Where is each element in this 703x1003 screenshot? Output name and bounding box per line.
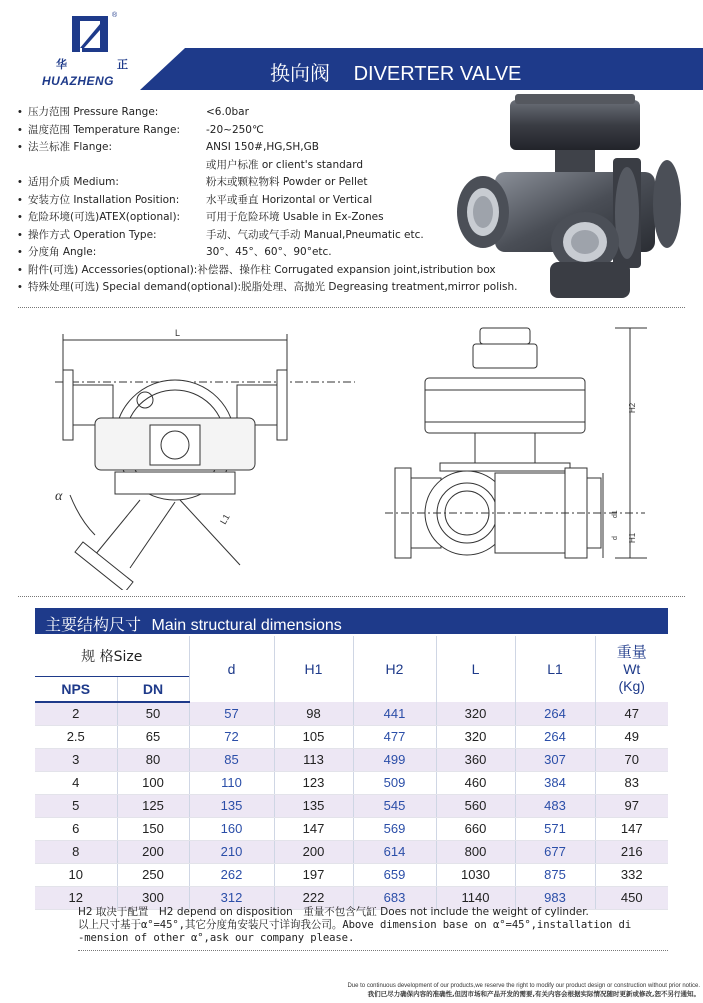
spec-value: 30°、45°、60°、90°etc.: [206, 246, 332, 258]
table-cell: 659: [353, 863, 436, 886]
table-cell: 6: [35, 817, 117, 840]
table-cell: 677: [515, 840, 595, 863]
table-cell: 499: [353, 748, 436, 771]
spec-value: 手动、气动或气手动 Manual,Pneumatic etc.: [206, 228, 424, 241]
col-header-dn: DN: [117, 676, 189, 702]
table-row: [35, 702, 668, 725]
weight-header-en: Wt: [623, 660, 641, 677]
dim-label-L: L: [175, 328, 181, 338]
table-cell: 450: [595, 886, 668, 909]
table-cell: 332: [595, 863, 668, 886]
footer-en: Due to continuous development of our products,we reserve the right to modify our product design or construction without prior notice.: [347, 983, 700, 989]
bullet: •: [18, 211, 22, 223]
spec-label: 法兰标准 Flange:: [28, 141, 113, 153]
spec-label: 分度角 Angle:: [28, 246, 97, 258]
spec-value: ANSI 150#,HG,SH,GB: [206, 141, 319, 153]
col-header-h1: H1: [274, 636, 353, 702]
table-row: [35, 771, 668, 794]
brand-logo: [40, 14, 140, 90]
spec-value: 补偿器、操作柱 Corrugated expansion joint,istribution box: [197, 263, 496, 276]
section-divider: [18, 307, 685, 308]
table-notes: [78, 906, 678, 945]
spec-label: 特殊处理(可选) Special demand(optional):: [28, 281, 242, 293]
table-cell: 200: [274, 840, 353, 863]
table-cell: 8: [35, 840, 117, 863]
table-cell: 210: [189, 840, 274, 863]
table-cell: 123: [274, 771, 353, 794]
table-cell: 307: [515, 748, 595, 771]
table-cell: 110: [189, 771, 274, 794]
spec-value: -20~250℃: [206, 123, 264, 136]
table-cell: 10: [35, 863, 117, 886]
table-cell: 147: [595, 817, 668, 840]
table-cell: 320: [436, 702, 515, 725]
note-line-2: 以上尺寸基于α°=45°,其它分度角安装尺寸详询我公司。Above dimension base on α°=45°,installation di: [78, 919, 632, 931]
table-cell: 660: [436, 817, 515, 840]
side-view-drawing: [385, 318, 655, 590]
brand-cn-left: 华: [56, 58, 67, 71]
note-line-3: -mension of other α°,ask our company please.: [78, 932, 355, 944]
table-cell: 460: [436, 771, 515, 794]
spec-label: 压力范围 Pressure Range:: [28, 106, 159, 118]
table-cell: 160: [189, 817, 274, 840]
table-cell: 614: [353, 840, 436, 863]
table-cell: 85: [189, 748, 274, 771]
table-cell: 216: [595, 840, 668, 863]
col-header-h2: H2: [353, 636, 436, 702]
spec-label: 附件(可选) Accessories(optional):: [28, 263, 198, 276]
dim-label-d1: d1: [612, 510, 619, 518]
bullet: •: [18, 106, 22, 118]
dim-label-d: d: [612, 536, 619, 540]
table-cell: 545: [353, 794, 436, 817]
brand-cn-right: 正: [117, 58, 128, 71]
table-cell: 65: [117, 725, 189, 748]
table-cell: 250: [117, 863, 189, 886]
table-cell: 3: [35, 748, 117, 771]
spec-value: 粉末或颗粒物料 Powder or Pellet: [206, 176, 368, 188]
table-cell: 560: [436, 794, 515, 817]
footer-cn: 我们已尽力确保内容的准确性,但因市场和产品开发的需要,有关内容会根据实际情况随时更新或修改,恕不另行通知。: [367, 990, 700, 998]
col-header-l: L: [436, 636, 515, 702]
table-cell: 4: [35, 771, 117, 794]
table-cell: 49: [595, 725, 668, 748]
bullet: •: [18, 193, 22, 206]
table-cell: 262: [189, 863, 274, 886]
table-cell: 12: [35, 886, 117, 909]
table-cell: 98: [274, 702, 353, 725]
brand-name-cn: [52, 56, 132, 72]
table-cell: 80: [117, 748, 189, 771]
table-cell: 100: [117, 771, 189, 794]
spec-value: 脱脂处理、高抛光 Degreasing treatment,mirror polish.: [241, 281, 518, 293]
spec-label: 温度范围 Temperature Range:: [28, 123, 181, 136]
table-cell: 509: [353, 771, 436, 794]
table-title-en: Main structural dimensions: [151, 617, 342, 634]
table-cell: 264: [515, 725, 595, 748]
table-cell: 360: [436, 748, 515, 771]
col-header-nps: NPS: [35, 676, 117, 702]
title-en: DIVERTER VALVE: [353, 63, 522, 85]
notes-divider: [78, 950, 668, 951]
table-cell: 2: [35, 702, 117, 725]
col-header-weight: [595, 636, 668, 702]
table-row: [35, 794, 668, 817]
table-cell: 483: [515, 794, 595, 817]
table-cell: 384: [515, 771, 595, 794]
table-cell: 135: [189, 794, 274, 817]
table-cell: 441: [353, 702, 436, 725]
spec-value: <6.0bar: [206, 106, 249, 118]
dim-label-H1: H1: [628, 532, 637, 543]
table-cell: 320: [436, 725, 515, 748]
top-view-drawing: [55, 320, 355, 590]
dimensions-table: [35, 636, 668, 910]
bullet: •: [18, 263, 22, 276]
table-cell: 300: [117, 886, 189, 909]
table-row: [35, 840, 668, 863]
table-row: [35, 725, 668, 748]
section-divider: [18, 596, 685, 597]
table-cell: 1030: [436, 863, 515, 886]
table-cell: 5: [35, 794, 117, 817]
table-cell: 50: [117, 702, 189, 725]
table-cell: 150: [117, 817, 189, 840]
spec-label: 适用介质 Medium:: [28, 176, 119, 188]
table-cell: 477: [353, 725, 436, 748]
table-cell: 800: [436, 840, 515, 863]
table-cell: 125: [117, 794, 189, 817]
weight-header-unit: (Kg): [618, 677, 645, 694]
spec-label: 安装方位 Installation Position:: [28, 193, 180, 206]
table-title-cn: 主要结构尺寸: [45, 615, 142, 634]
table-cell: 147: [274, 817, 353, 840]
table-cell: 2.5: [35, 725, 117, 748]
spec-label: 危险环境(可选)ATEX(optional):: [28, 211, 181, 223]
table-title: [35, 608, 668, 634]
page-title: [270, 57, 521, 86]
table-cell: 200: [117, 840, 189, 863]
bullet: •: [18, 123, 22, 136]
spec-value: 或用户标准 or client's standard: [206, 158, 364, 171]
spec-label: 操作方式 Operation Type:: [28, 228, 157, 241]
col-header-l1: L1: [515, 636, 595, 702]
dim-label-L1: L1: [218, 512, 232, 526]
footer: [200, 982, 700, 998]
col-header-d: d: [189, 636, 274, 702]
table-cell: 57: [189, 702, 274, 725]
table-cell: 197: [274, 863, 353, 886]
table-cell: 983: [515, 886, 595, 909]
table-cell: 70: [595, 748, 668, 771]
dim-label-H2: H2: [628, 402, 637, 413]
table-row: [35, 817, 668, 840]
bullet: •: [18, 228, 22, 241]
bullet: •: [18, 281, 22, 293]
valve-product-image: [455, 92, 695, 302]
table-cell: 875: [515, 863, 595, 886]
weight-header-cn: 重量: [616, 642, 647, 661]
table-cell: 47: [595, 702, 668, 725]
brand-name-en: HUAZHENG: [42, 74, 114, 88]
table-cell: 135: [274, 794, 353, 817]
table-cell: 683: [353, 886, 436, 909]
bullet: •: [18, 141, 22, 153]
note-line-1: H2 取决于配置 H2 depend on disposition 重量不包含气缸 Does not include the weight of cylinder.: [78, 906, 589, 918]
bullet: •: [18, 176, 22, 188]
table-cell: 264: [515, 702, 595, 725]
bullet: •: [18, 246, 22, 258]
table-cell: 571: [515, 817, 595, 840]
table-cell: 222: [274, 886, 353, 909]
table-cell: 97: [595, 794, 668, 817]
huazheng-logo-icon: [70, 14, 110, 54]
registered-mark: ®: [112, 12, 118, 19]
table-cell: 1140: [436, 886, 515, 909]
title-cn: 换向阀: [270, 61, 330, 85]
table-cell: 569: [353, 817, 436, 840]
size-header: 规 格Size: [35, 636, 189, 676]
table-cell: 113: [274, 748, 353, 771]
spec-value: 可用于危险环境 Usable in Ex-Zones: [206, 211, 384, 223]
table-cell: 72: [189, 725, 274, 748]
table-row: [35, 863, 668, 886]
table-cell: 312: [189, 886, 274, 909]
table-cell: 83: [595, 771, 668, 794]
table-cell: 105: [274, 725, 353, 748]
alpha-label: α: [55, 489, 63, 504]
table-row: [35, 748, 668, 771]
spec-value: 水平或垂直 Horizontal or Vertical: [206, 193, 373, 206]
